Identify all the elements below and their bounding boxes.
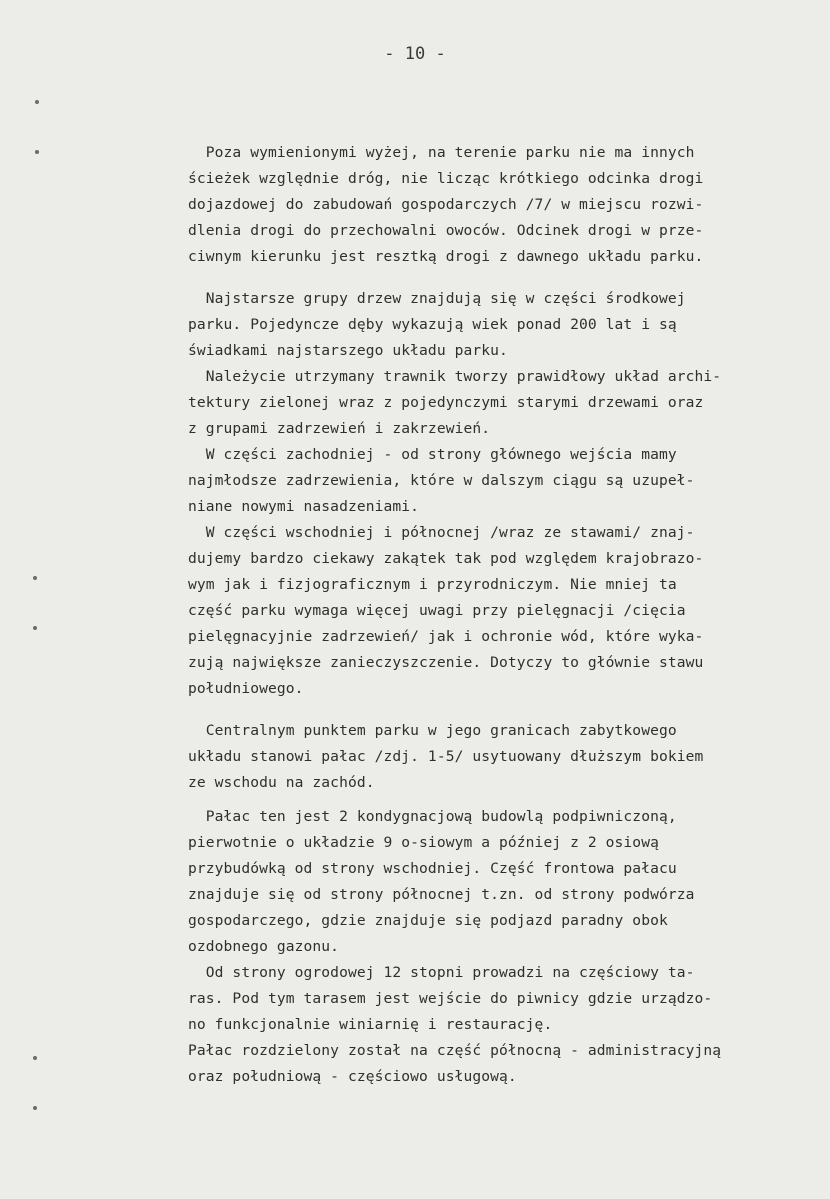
scan-speck xyxy=(33,576,37,580)
text-line: układu stanowi pałac /zdj. 1-5/ usytuowany dłuższym bokiem xyxy=(188,748,704,765)
text-line: ze wschodu na zachód. xyxy=(188,774,375,791)
text-line: południowego. xyxy=(188,680,304,697)
text-line: Należycie utrzymany trawnik tworzy prawidłowy układ archi- xyxy=(188,368,722,385)
text-line: pielęgnacyjnie zadrzewień/ jak i ochronie wód, które wyka- xyxy=(188,628,704,645)
text-line: przybudówką od strony wschodniej. Część frontowa pałacu xyxy=(188,860,677,877)
text-line: część parku wymaga więcej uwagi przy pielęgnacji /cięcia xyxy=(188,602,686,619)
text-line: niane nowymi nasadzeniami. xyxy=(188,498,420,515)
text-line: Pałac rozdzielony został na część północną - administracyjną xyxy=(188,1042,722,1059)
text-line: Poza wymienionymi wyżej, na terenie parku nie ma innych xyxy=(188,144,695,161)
scan-speck xyxy=(33,1056,37,1060)
scan-speck xyxy=(33,626,37,630)
text-line: z grupami zadrzewień i zakrzewień. xyxy=(188,420,491,437)
text-line: Najstarsze grupy drzew znajdują się w części środkowej xyxy=(188,290,686,307)
text-line: pierwotnie o układzie 9 o-siowym a później z 2 osiową xyxy=(188,834,659,851)
text-line: Pałac ten jest 2 kondygnacjową budowlą podpiwniczoną, xyxy=(188,808,677,825)
scan-speck xyxy=(33,1106,37,1110)
text-line: Centralnym punktem parku w jego granicach zabytkowego xyxy=(188,722,677,739)
scan-speck xyxy=(35,150,39,154)
text-line: dujemy bardzo ciekawy zakątek tak pod względem krajobrazo- xyxy=(188,550,704,567)
text-line: świadkami najstarszego układu parku. xyxy=(188,342,508,359)
text-line: ozdobnego gazonu. xyxy=(188,938,340,955)
text-line: zują największe zanieczyszczenie. Dotyczy to głównie stawu xyxy=(188,654,704,671)
text-line: gospodarczego, gdzie znajduje się podjazd paradny obok xyxy=(188,912,668,929)
text-line: najmłodsze zadrzewienia, które w dalszym ciągu są uzupeł- xyxy=(188,472,695,489)
text-line: oraz południową - częściowo usługową. xyxy=(188,1068,517,1085)
text-line: tektury zielonej wraz z pojedynczymi starymi drzewami oraz xyxy=(188,394,704,411)
text-line: ciwnym kierunku jest resztką drogi z dawnego układu parku. xyxy=(188,248,704,265)
text-line: W części wschodniej i północnej /wraz ze stawami/ znaj- xyxy=(188,524,695,541)
scan-speck xyxy=(35,100,39,104)
page-number: - 10 - xyxy=(384,44,446,64)
text-line: no funkcjonalnie winiarnię i restaurację. xyxy=(188,1016,553,1033)
text-line: W części zachodniej - od strony głównego wejścia mamy xyxy=(188,446,677,463)
body-text xyxy=(188,140,828,1090)
text-line: dlenia drogi do przechowalni owoców. Odcinek drogi w prze- xyxy=(188,222,704,239)
text-line: ścieżek względnie dróg, nie licząc krótkiego odcinka drogi xyxy=(188,170,704,187)
text-line: wym jak i fizjograficznym i przyrodniczym. Nie mniej ta xyxy=(188,576,677,593)
text-line: dojazdowej do zabudowań gospodarczych /7/ w miejscu rozwi- xyxy=(188,196,704,213)
text-line: parku. Pojedyncze dęby wykazują wiek ponad 200 lat i są xyxy=(188,316,677,333)
text-line: ras. Pod tym tarasem jest wejście do piwnicy gdzie urządzo- xyxy=(188,990,713,1007)
text-line: Od strony ogrodowej 12 stopni prowadzi na częściowy ta- xyxy=(188,964,695,981)
text-line: znajduje się od strony północnej t.zn. od strony podwórza xyxy=(188,886,695,903)
